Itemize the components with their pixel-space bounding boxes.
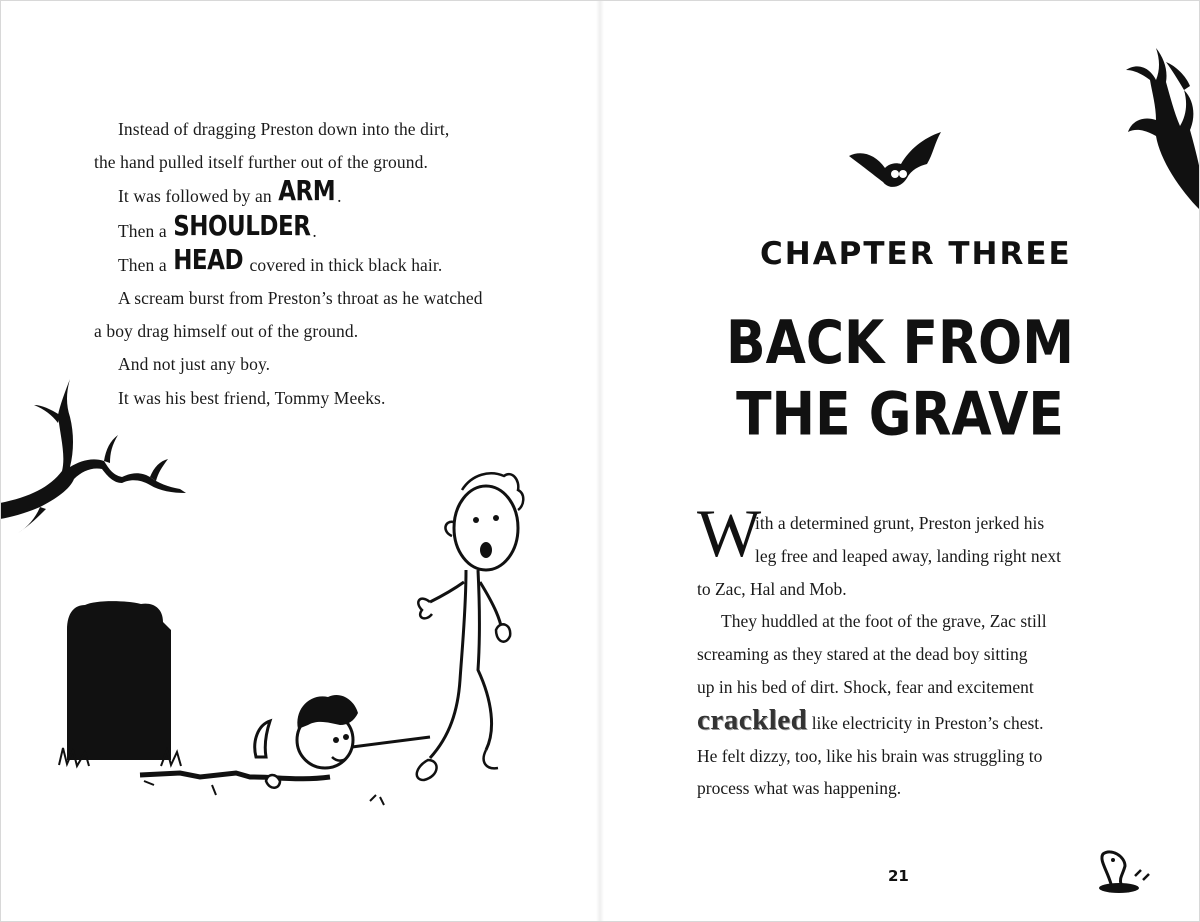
- text-line: screaming as they stared at the dead boy sitting: [697, 644, 1028, 665]
- tommy-emerging-icon: [140, 685, 440, 815]
- text-line: up in his bed of dirt. Shock, fear and excitement: [697, 676, 1034, 697]
- text-line: He felt dizzy, too, like his brain was struggling to: [697, 745, 1043, 766]
- emphasis-word-shoulder: SHOULDER: [173, 210, 311, 242]
- page-number: 21: [888, 867, 909, 885]
- text-line: [94, 244, 514, 282]
- emphasis-word-head: HEAD: [173, 244, 244, 276]
- chapter-title: [700, 308, 1100, 451]
- text-fragment: Then a: [118, 220, 172, 241]
- text-fragment: like electricity in Preston’s chest.: [807, 712, 1044, 733]
- worm-icon: [1085, 850, 1165, 895]
- text-fragment: .: [337, 186, 342, 207]
- text-line: And not just any boy.: [118, 354, 271, 375]
- tree-branch-icon: [0, 375, 200, 535]
- text-fragment: Then a: [118, 254, 172, 275]
- chapter-title-line: BACK FROM: [726, 309, 1074, 379]
- emphasis-word-crackled: crackled: [697, 703, 808, 736]
- text-line: leg free and leaped away, landing right next: [755, 545, 1061, 566]
- text-line: a boy drag himself out of the ground.: [94, 321, 359, 342]
- bat-icon: [845, 128, 945, 198]
- tree-branch-icon: [1060, 40, 1200, 210]
- chapter-title-line: THE GRAVE: [736, 380, 1064, 450]
- preston-running-icon: [400, 470, 550, 800]
- text-line: process what was happening.: [697, 778, 902, 799]
- drop-cap: W: [697, 495, 762, 571]
- text-line: ith a determined grunt, Preston jerked his: [755, 513, 1045, 533]
- text-line: It was his best friend, Tommy Meeks.: [118, 387, 386, 408]
- text-line: A scream burst from Preston’s throat as he watched: [118, 288, 483, 309]
- text-line: [697, 704, 1107, 740]
- text-fragment: covered in thick black hair.: [245, 254, 443, 275]
- text-line: Instead of dragging Preston down into the dirt,: [118, 119, 450, 139]
- text-fragment: It was followed by an: [118, 186, 277, 207]
- text-line: the hand pulled itself further out of the ground.: [94, 152, 428, 173]
- text-line: to Zac, Hal and Mob.: [697, 578, 847, 599]
- chapter-label: CHAPTER THREE: [760, 236, 1072, 272]
- right-page-text: [697, 507, 1107, 805]
- book-gutter: [596, 0, 604, 922]
- text-line: They huddled at the foot of the grave, Zac still: [721, 611, 1047, 632]
- emphasis-word-arm: ARM: [278, 176, 336, 208]
- left-page-text: [94, 113, 514, 415]
- text-fragment: .: [312, 220, 317, 241]
- text-line: [94, 210, 514, 248]
